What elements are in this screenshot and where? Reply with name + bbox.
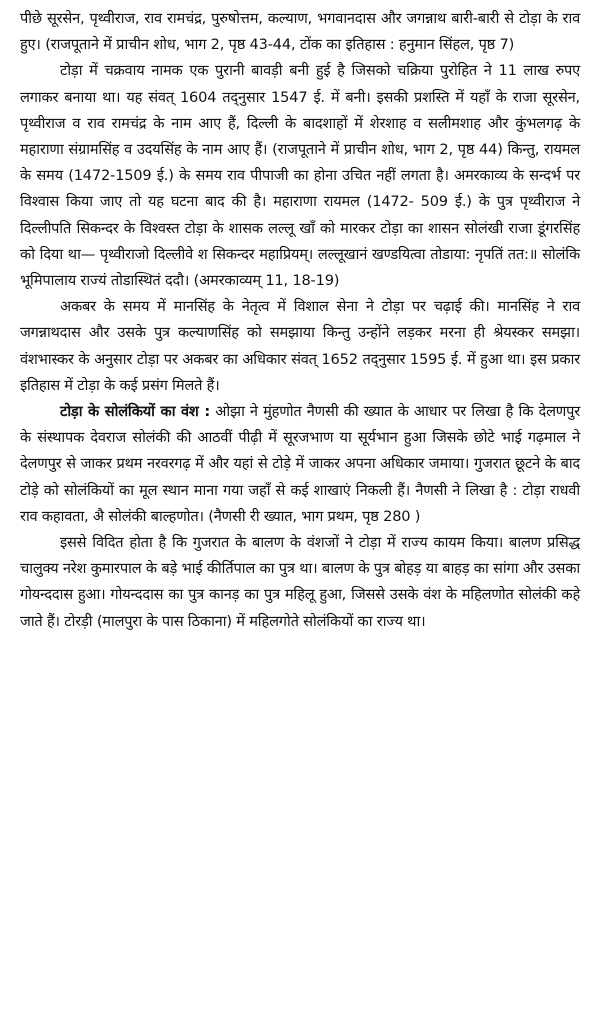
paragraph-akbar-era: अकबर के समय में मानसिंह के नेतृत्व में विशाल सेना ने टोड़ा पर चढ़ाई की। मानसिंह ने राव जगन्नाथदास और उसके पुत्र कल्याणसिंह को समझाया किन्तु उन्होंने लड़कर मरना ही श्रेयस्कर समझा। वंशभास्कर के अनुसार टोड़ा पर अकबर का अधिकार संवत् 1652 तद्नुसार 1595 ई. में हुआ था। इस प्रकार इतिहास में टोड़ा के कई प्रसंग मिलते हैं।	[20, 298, 580, 394]
section-heading: टोड़ा के सोलंकियों का वंश :	[60, 403, 211, 421]
paragraph-todda-stepwell: टोड़ा में चक्रवाय नामक एक पुरानी बावड़ी बनी हुई है जिसको चक्रिया पुरोहित ने 11 लाख रुपए लगाकर बनाया था। यह संवत् 1604 तद्नुसार 1547 ई. में बनी। इसकी प्रशस्ति में यहाँ के राजा सूरसेन, पृथ्वीराज व राव रामचंद्र के नाम आए हैं, दिल्ली के बादशाहों में शेरशाह व सलीमशाह और कुंभलगढ़ के महाराणा संग्रामसिंह व उदयसिंह के नाम आए हैं। (राजपूताने में प्राचीन शोध, भाग 2, पृष्ठ 44) किन्तु, रायमल के समय (1472-1509 ई.) के समय राव पीपाजी का होना उचित नहीं लगता है। अमरकाव्य के सन्दर्भ पर विश्वास किया जाए तो यह घटना बाद की है। महाराणा रायमल (1472- 509 ई.) के पुत्र पृथ्वीराज ने दिल्लीपति सिकन्दर के विश्वस्त टोड़ा के शासक लल्लू खाँ को मारकर टोड़ा का शासन सोलंखी राजा डूंगरसिंह को दिया था— पृथ्वीराजो दिल्लीवे श सिकन्दर महाप्रियम्। लल्लूखानं खण्डयित्वा तोडाया: नृपतिं तत:॥ सोलंकि भूमिपालाय राज्यं तोडास्थितं ददौ। (अमरकाव्यम् 11, 18-19)	[20, 62, 580, 290]
paragraph-body: ओझा ने मुंहणोत नैणसी की ख्यात के आधार पर लिखा है कि देलणपुर के संस्थापक देवराज सोलंकी की आठवीं पीढ़ी में सूरजभाण या सूर्यभान हुआ जिसके छोटे भाई गढ़माल ने देलणपुर से जाकर प्रथम नरवरगढ़ में और यहां से टोड़े में जाकर अपना अधिकार जमाया। गुजरात छूटने के बाद टोड़े को सोलंकियों का मूल स्थान माना गया जहाँ से कई शाखाएं निकली हैं। नैणसी ने लिखा है : टोड़ा राधवी राव कहावता, अै सोलंकी बाल्हणोत। (नैणसी री ख्यात, भाग प्रथम, पृष्ठ 280 )	[20, 403, 580, 525]
paragraph-solanki-lineage	[20, 399, 580, 530]
paragraph-continuation: पीछे सूरसेन, पृथ्वीराज, राव रामचंद्र, पुरुषोत्तम, कल्याण, भगवानदास और जगन्नाथ बारी-बारी से टोड़ा के राव हुए। (राजपूताने में प्राचीन शोध, भाग 2, पृष्ठ 43-44, टोंक का इतिहास : हनुमान सिंहल, पृष्ठ 7)	[20, 10, 580, 54]
paragraph-gujarat-balan: इससे विदित होता है कि गुजरात के बालण के वंशजों ने टोड़ा में राज्य कायम किया। बालण प्रसिद्ध चालुक्य नरेश कुमारपाल के बड़े भाई कीर्तिपाल का पुत्र था। बालण के पुत्र बोहड़ या बाहड़ का सांगा और उसका गोयन्ददास हुआ। गोयन्ददास का पुत्र कानड़ का पुत्र महिलू हुआ, जिससे उसके वंश के महिलणोत सोलंकी कहे जाते हैं। टोरड़ी (मालपुरा के पास ठिकाना) में महिलगोते सोलंकियों का राज्य था।	[20, 534, 580, 630]
